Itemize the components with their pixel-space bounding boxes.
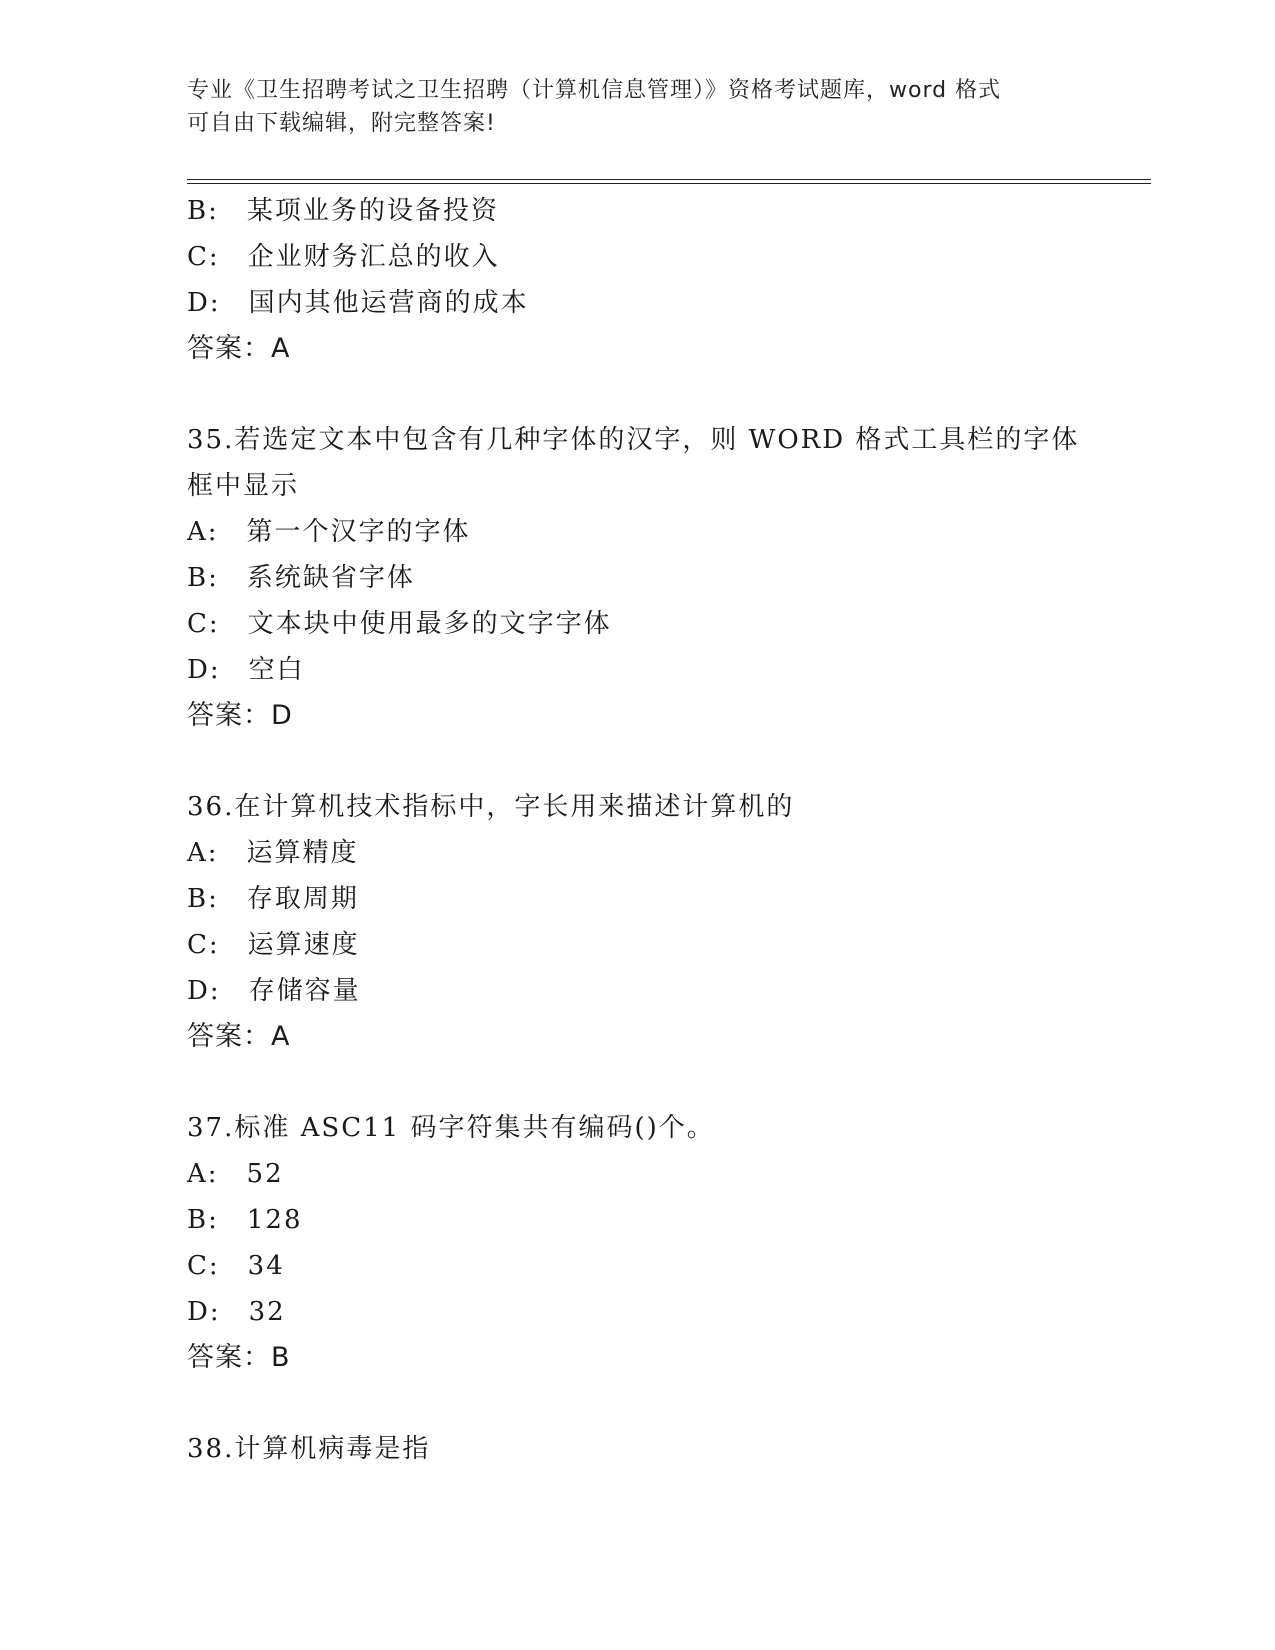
answer-label: 答案：D xyxy=(187,700,293,731)
option-c: C: 运算速度 xyxy=(187,930,360,960)
spacer xyxy=(187,739,1087,784)
question-36 xyxy=(187,784,1087,1060)
option-a: A: 运算精度 xyxy=(187,838,359,868)
option-b: B: 存取周期 xyxy=(187,884,359,914)
question-38 xyxy=(187,1426,1087,1472)
question-stem: 36.在计算机技术指标中，字长用来描述计算机的 xyxy=(187,792,795,822)
header-line-2: 可自由下载编辑，附完整答案! xyxy=(187,111,496,136)
header-divider-bottom xyxy=(187,183,1151,184)
answer-label: 答案：B xyxy=(187,1342,291,1373)
option-c: C: 文本块中使用最多的文字字体 xyxy=(187,609,612,639)
question-list xyxy=(187,188,1087,1472)
spacer xyxy=(187,1060,1087,1105)
question-35 xyxy=(187,417,1087,739)
option-b: B: 128 xyxy=(187,1205,303,1235)
spacer xyxy=(187,372,1087,417)
spacer xyxy=(187,1381,1087,1426)
option-c: C: 企业财务汇总的收入 xyxy=(187,242,500,272)
header-divider-top xyxy=(187,179,1151,180)
option-b: B: 系统缺省字体 xyxy=(187,563,415,593)
option-d: D: 存储容量 xyxy=(187,976,361,1006)
answer-label: 答案：A xyxy=(187,333,291,364)
option-a: A: 第一个汉字的字体 xyxy=(187,517,471,547)
question-stem: 37.标准 ASC11 码字符集共有编码()个。 xyxy=(187,1113,715,1143)
document-header xyxy=(187,74,1067,140)
option-d: D: 国内其他运营商的成本 xyxy=(187,288,529,318)
option-d: D: 32 xyxy=(187,1297,286,1327)
question-34-continuation xyxy=(187,188,1087,372)
answer-label: 答案：A xyxy=(187,1021,291,1052)
question-stem: 38.计算机病毒是指 xyxy=(187,1434,431,1464)
option-a: A: 52 xyxy=(187,1159,284,1189)
question-stem: 35.若选定文本中包含有几种字体的汉字，则 WORD 格式工具栏的字体 xyxy=(187,425,1080,455)
option-d: D: 空白 xyxy=(187,655,305,685)
question-stem-continued: 框中显示 xyxy=(187,471,300,501)
option-b: B: 某项业务的设备投资 xyxy=(187,196,499,226)
header-line-1: 专业《卫生招聘考试之卫生招聘（计算机信息管理）》资格考试题库，word 格式 xyxy=(187,78,1002,103)
option-c: C: 34 xyxy=(187,1251,285,1281)
question-37 xyxy=(187,1105,1087,1381)
